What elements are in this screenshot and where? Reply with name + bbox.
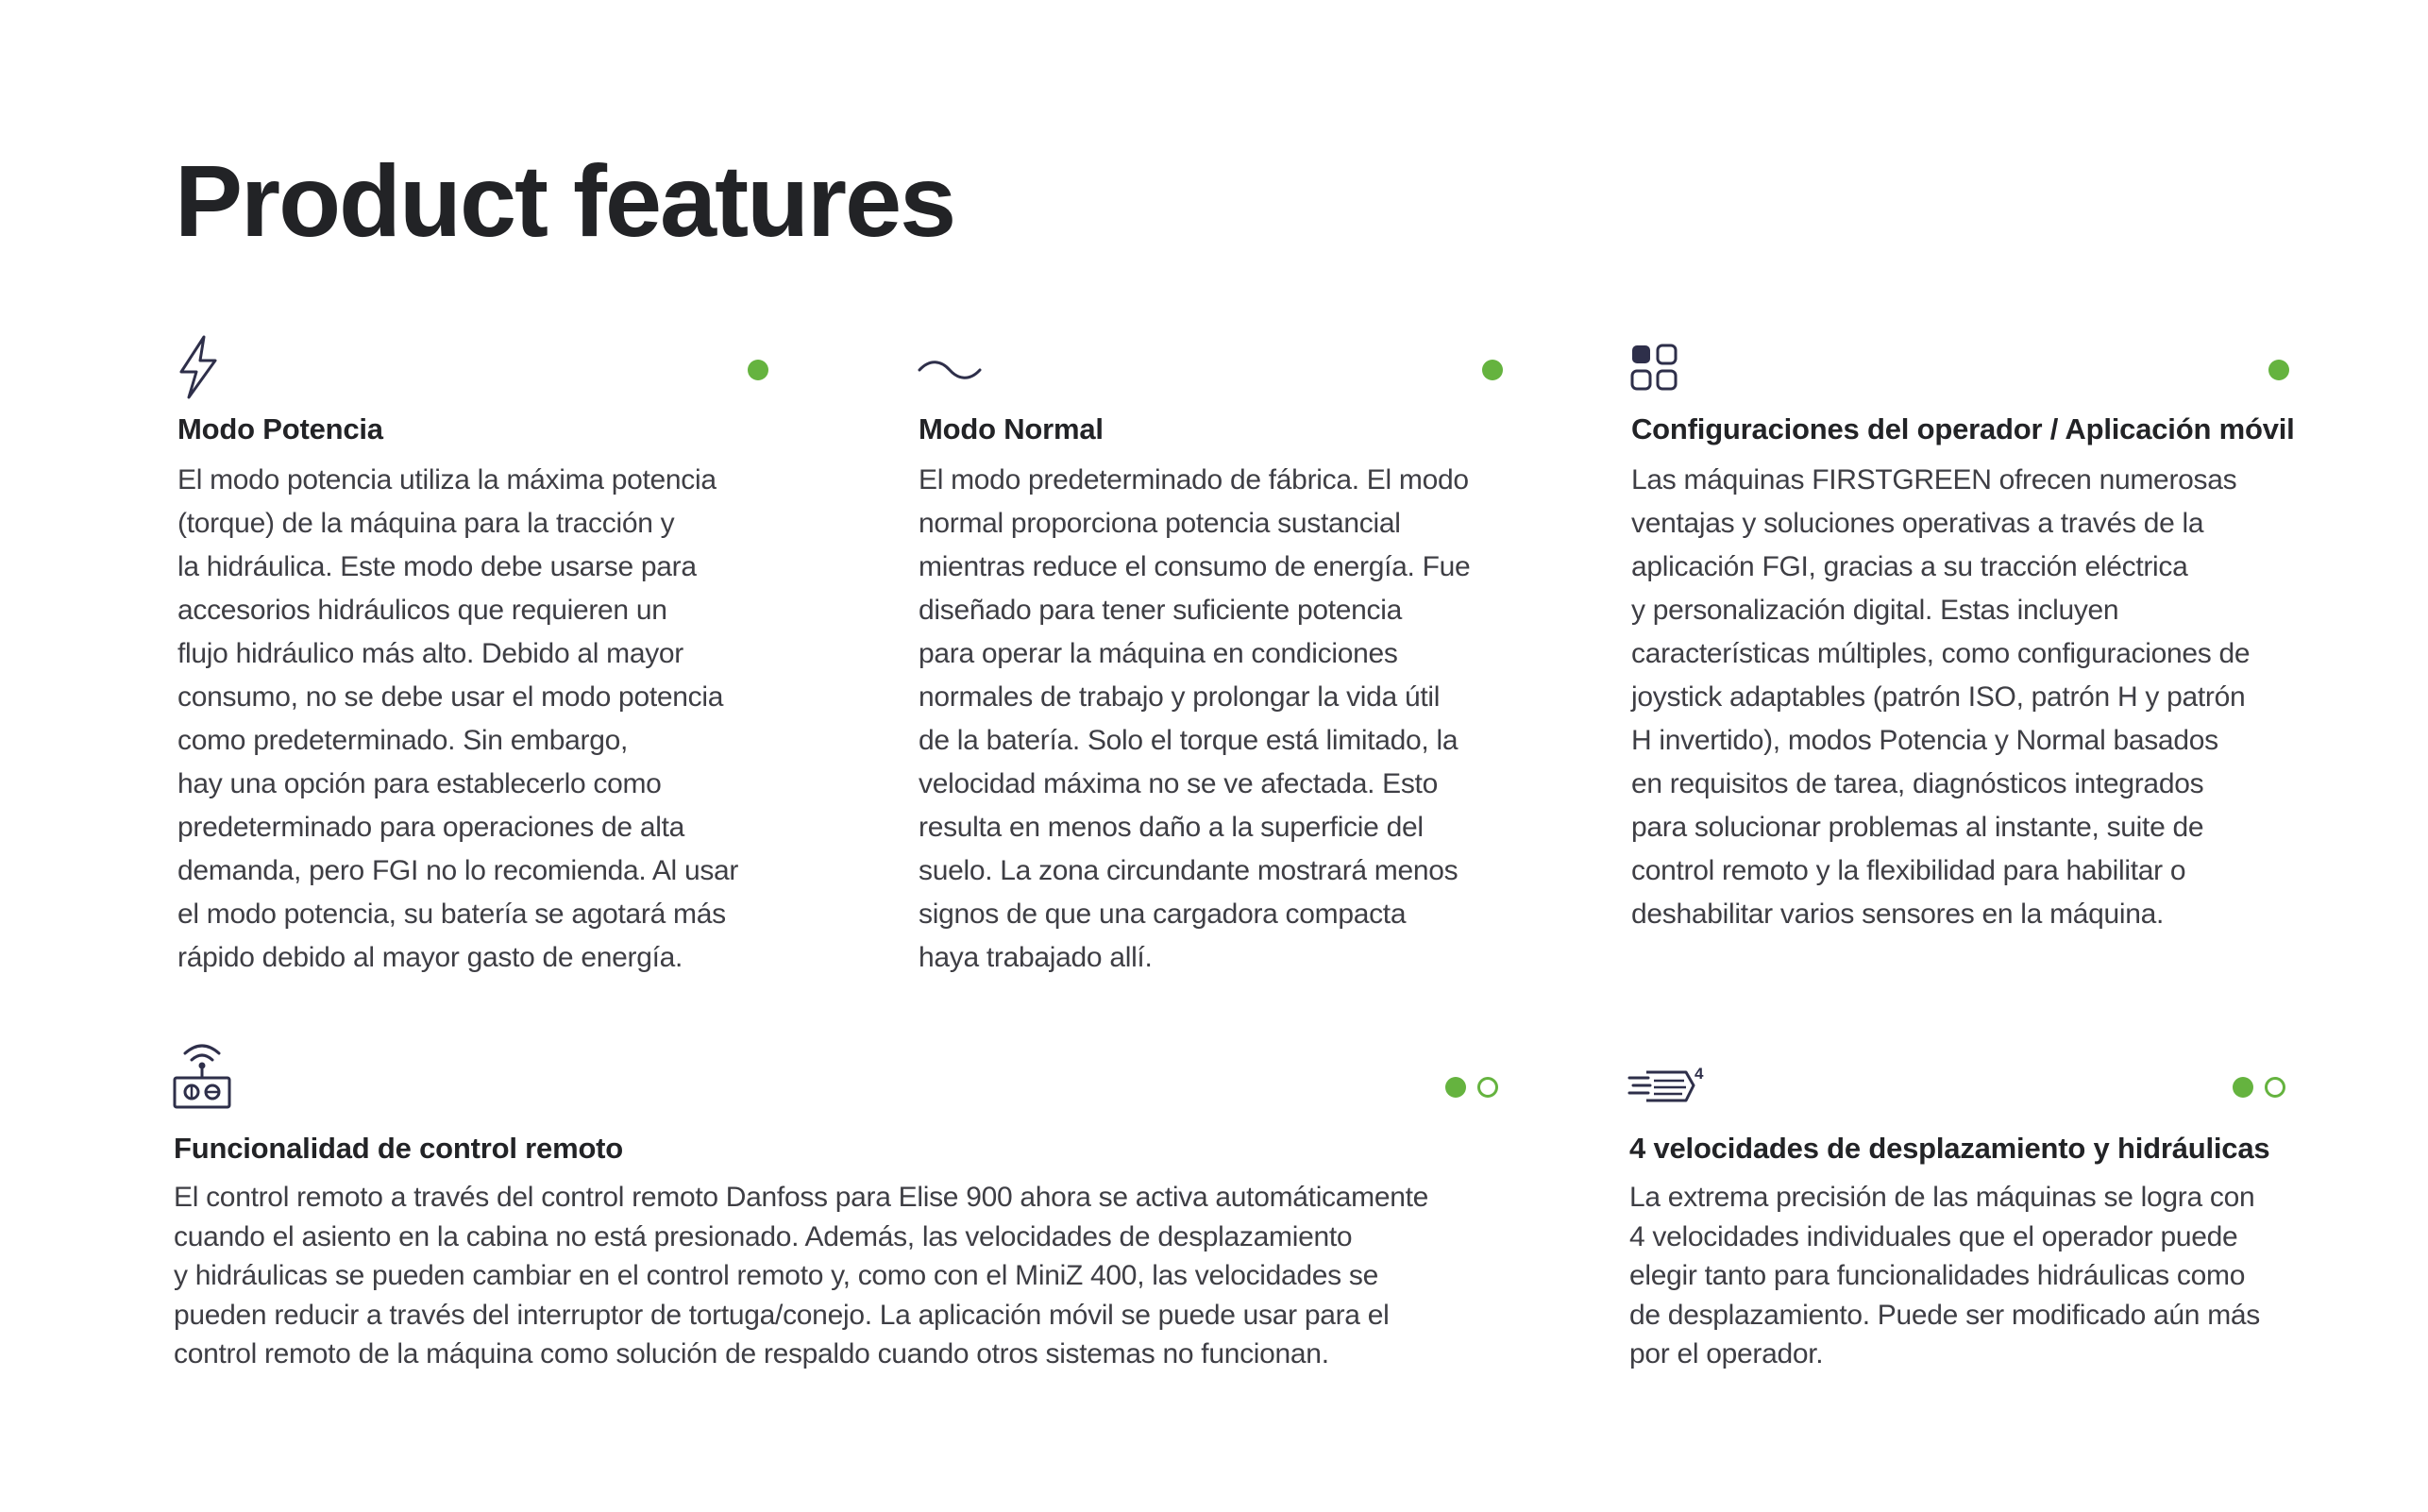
- feature-title: Funcionalidad de control remoto: [174, 1132, 624, 1165]
- feature-title: Modo Normal: [919, 412, 1104, 445]
- status-indicator: [2233, 1077, 2285, 1098]
- page-title: Product features: [175, 143, 955, 258]
- feature-card-4-velocidades: [1627, 0, 2326, 1512]
- feature-title: Modo Potencia: [177, 412, 383, 445]
- status-indicator: [1445, 1077, 1498, 1098]
- indicator-dot-filled: [1445, 1077, 1466, 1098]
- feature-description: La extrema precisión de las máquinas se logra con 4 velocidades individuales que el operador puede elegir tanto para funcionalidades hidráulicas como de desplazamiento. Puede ser modificado aún más por el operador.: [1629, 1182, 2260, 1369]
- indicator-dot-outline: [1477, 1077, 1498, 1098]
- feature-title: Configuraciones del operador / Aplicación móvil: [1631, 412, 2295, 445]
- speed-4-icon-label: 4: [1695, 1065, 1704, 1083]
- feature-title: 4 velocidades de desplazamiento y hidráulicas: [1629, 1132, 2270, 1165]
- speed-4-icon: [1627, 1065, 1712, 1108]
- feature-description: El control remoto a través del control remoto Danfoss para Elise 900 ahora se activa automáticamente cuando el asiento en la cabina no está presionado. Además, las velocidades de desplazamiento y hidráulicas se pueden cambiar en el control remoto y, como con el MiniZ 400, las velocidades se pueden reducir a través del interruptor de tortuga/conejo. La aplicación móvil se puede usar para el control remoto de la máquina como solución de respaldo cuando otros sistemas no funcionan.: [174, 1182, 1429, 1369]
- remote-control-icon: [172, 1038, 232, 1110]
- feature-description: El modo potencia utiliza la máxima potencia (torque) de la máquina para la tracción y la hidráulica. Este modo debe usarse para accesorios hidráulicos que requieren un flujo hidráulico más alto. Debido al mayor consumo, no se debe usar el modo potencia como predeterminado. Sin embargo, hay una opción para establecerlo como predeterminado para operaciones de alta demanda, pero FGI no lo recomienda. Al usar el modo potencia, su batería se agotará más rápido debido al mayor gasto de energía.: [177, 464, 739, 973]
- feature-description: Las máquinas FIRSTGREEN ofrecen numerosas ventajas y soluciones operativas a través de la aplicación FGI, gracias a su tracción eléctrica y personalización digital. Estas incluyen características múltiples, como configuraciones de joystick adaptables (patrón ISO, patrón H y patrón H invertido), modos Potencia y Normal basados en requisitos de tarea, diagnósticos integrados para solucionar problemas al instante, suite de control remoto y la flexibilidad para habilitar o deshabilitar varios sensores en la máquina.: [1631, 464, 2251, 930]
- feature-card-control-remoto: [172, 0, 1512, 1512]
- indicator-dot-outline: [2265, 1077, 2285, 1098]
- indicator-dot-filled: [2233, 1077, 2253, 1098]
- feature-description: El modo predeterminado de fábrica. El modo normal proporciona potencia sustancial mientras reduce el consumo de energía. Fue diseñado para tener suficiente potencia para operar la máquina en condiciones normales de trabajo y prolongar la vida útil de la batería. Solo el torque está limitado, la velocidad máxima no se ve afectada. Esto resulta en menos daño a la superficie del suelo. La zona circundante mostrará menos signos de que una cargadora compacta haya trabajado allí.: [919, 464, 1471, 973]
